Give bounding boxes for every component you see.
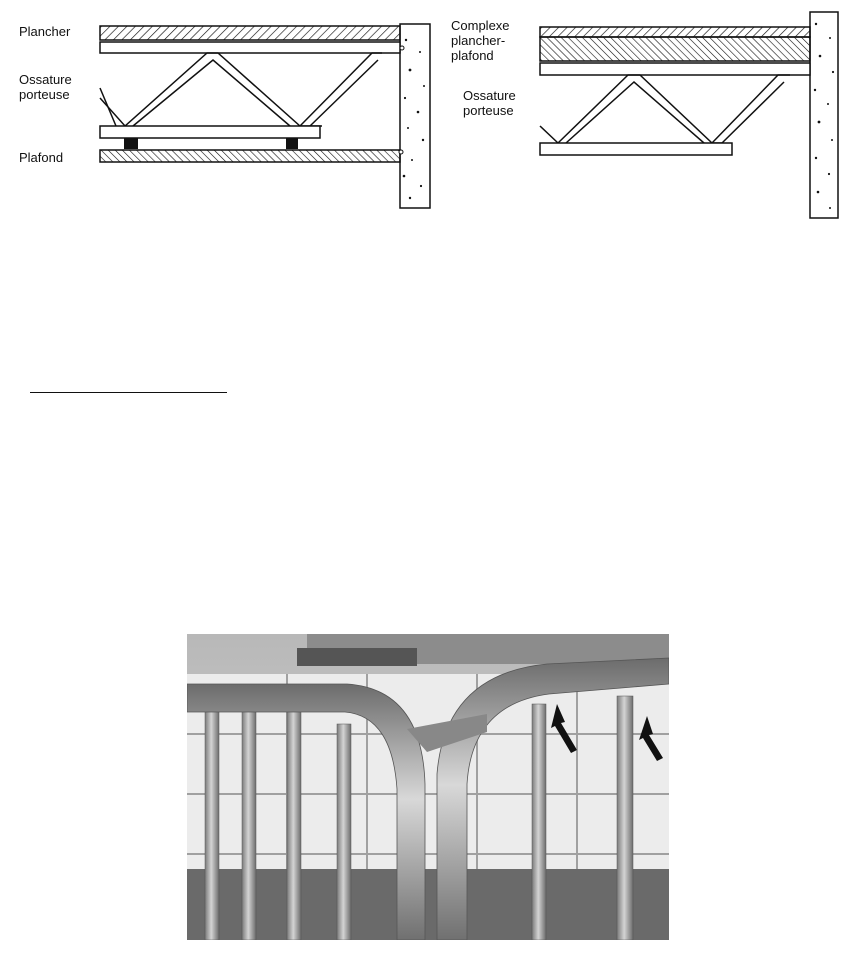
label-ossature-porteuse-left: Ossature porteuse xyxy=(19,72,72,102)
concrete-wall-right xyxy=(810,12,838,218)
bottom-chord-left xyxy=(100,126,320,138)
truss-web-right xyxy=(540,75,790,143)
bottom-chord-right xyxy=(540,143,732,155)
ceiling-slab-left xyxy=(100,150,400,162)
top-chord-right xyxy=(540,63,810,75)
truss-web-left xyxy=(100,53,382,126)
barrier-photo xyxy=(187,634,669,940)
hanger-left-1 xyxy=(124,138,138,149)
right-diagram xyxy=(540,12,838,218)
floor-slab-left xyxy=(100,26,400,40)
floor-layer-right-main xyxy=(540,37,810,61)
label-plafond: Plafond xyxy=(19,150,64,165)
concrete-wall-left xyxy=(400,24,430,208)
section-rule xyxy=(30,392,227,393)
top-chord-left xyxy=(100,42,400,53)
left-diagram xyxy=(100,24,430,208)
label-complexe-plancher-plafond: Complexe plancher- plafond xyxy=(451,18,510,63)
floor-layer-right-top xyxy=(540,27,810,37)
label-ossature-porteuse-right: Ossature porteuse xyxy=(463,88,516,118)
label-plancher: Plancher xyxy=(19,24,71,39)
hanger-left-2 xyxy=(286,138,298,149)
photo-rendering xyxy=(187,634,669,940)
